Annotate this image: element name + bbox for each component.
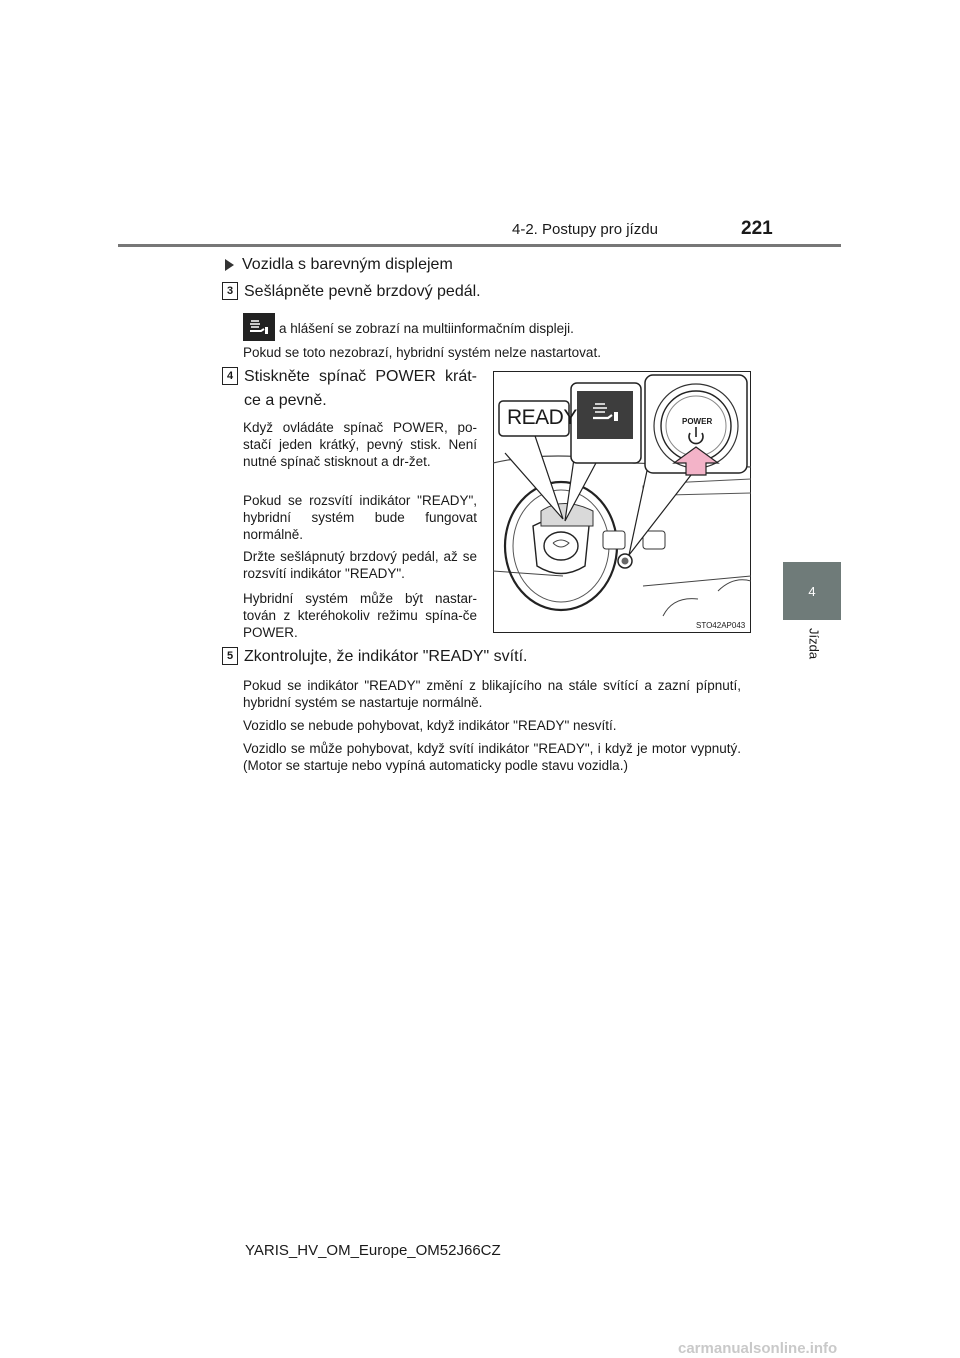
brake-pedal-indicator-icon <box>243 313 275 341</box>
chapter-label: Jízda <box>806 628 822 660</box>
step-3-icon-text: a hlášení se zobrazí na multiinformačním displeji. <box>279 321 574 336</box>
step-3-title: Sešlápněte pevně brzdový pedál. <box>244 283 481 300</box>
step-5-paragraph: Vozidlo se může pohybovat, když svítí indikátor "READY", i když je motor vypnutý. (Motor se startuje nebo vypíná automaticky podle stavu vozidla.) <box>243 741 741 773</box>
header-rule <box>118 244 841 247</box>
power-switch-illustration <box>493 371 751 633</box>
step-4-paragraph: Pokud se rozsvítí indikátor "READY", hybridní systém bude fungovat normálně. <box>243 493 477 542</box>
page-number: 221 <box>741 218 773 239</box>
step-5-paragraph: Vozidlo se nebude pohybovat, když indikátor "READY" nesvítí. <box>243 718 617 733</box>
power-button-label: POWER <box>682 417 713 426</box>
step-5-paragraph: Pokud se indikátor "READY" změní z blikajícího na stále svítící a zazní pípnutí, hybridní systém se nastartuje normálně. <box>243 678 741 710</box>
illustration-code: STO42AP043 <box>696 621 746 630</box>
step-4-paragraph: Držte sešlápnutý brzdový pedál, až se rozsvítí indikátor "READY". <box>243 549 477 581</box>
watermark: carmanualsonline.info <box>678 1340 838 1357</box>
ready-indicator-label: READY <box>507 406 577 429</box>
step-3-note: Pokud se toto nezobrazí, hybridní systém nelze nastartovat. <box>243 345 601 360</box>
subheading: Vozidla s barevným displejem <box>225 256 453 274</box>
chapter-tab: 4 <box>783 562 841 620</box>
section-title: 4-2. Postupy pro jízdu <box>512 221 658 238</box>
step-4-paragraph: Hybridní systém může být nastar-tován z kteréhokoliv režimu spína-če POWER. <box>243 591 477 640</box>
step-5-badge: 5 <box>222 647 238 665</box>
step-4-badge: 4 <box>222 367 238 385</box>
step-4-paragraph: Když ovládáte spínač POWER, po-stačí jeden krátký, pevný stisk. Není nutné spínač stisknout a dr-žet. <box>243 420 477 469</box>
step-3-badge: 3 <box>222 282 238 300</box>
triangle-bullet-icon <box>225 259 234 271</box>
step-5-title: Zkontrolujte, že indikátor "READY" svítí. <box>244 648 528 665</box>
step-4-title-line1: Stiskněte spínač POWER krát- <box>244 368 477 385</box>
document-code: YARIS_HV_OM_Europe_OM52J66CZ <box>245 1242 501 1259</box>
step-4-title-line2: ce a pevně. <box>244 392 327 409</box>
